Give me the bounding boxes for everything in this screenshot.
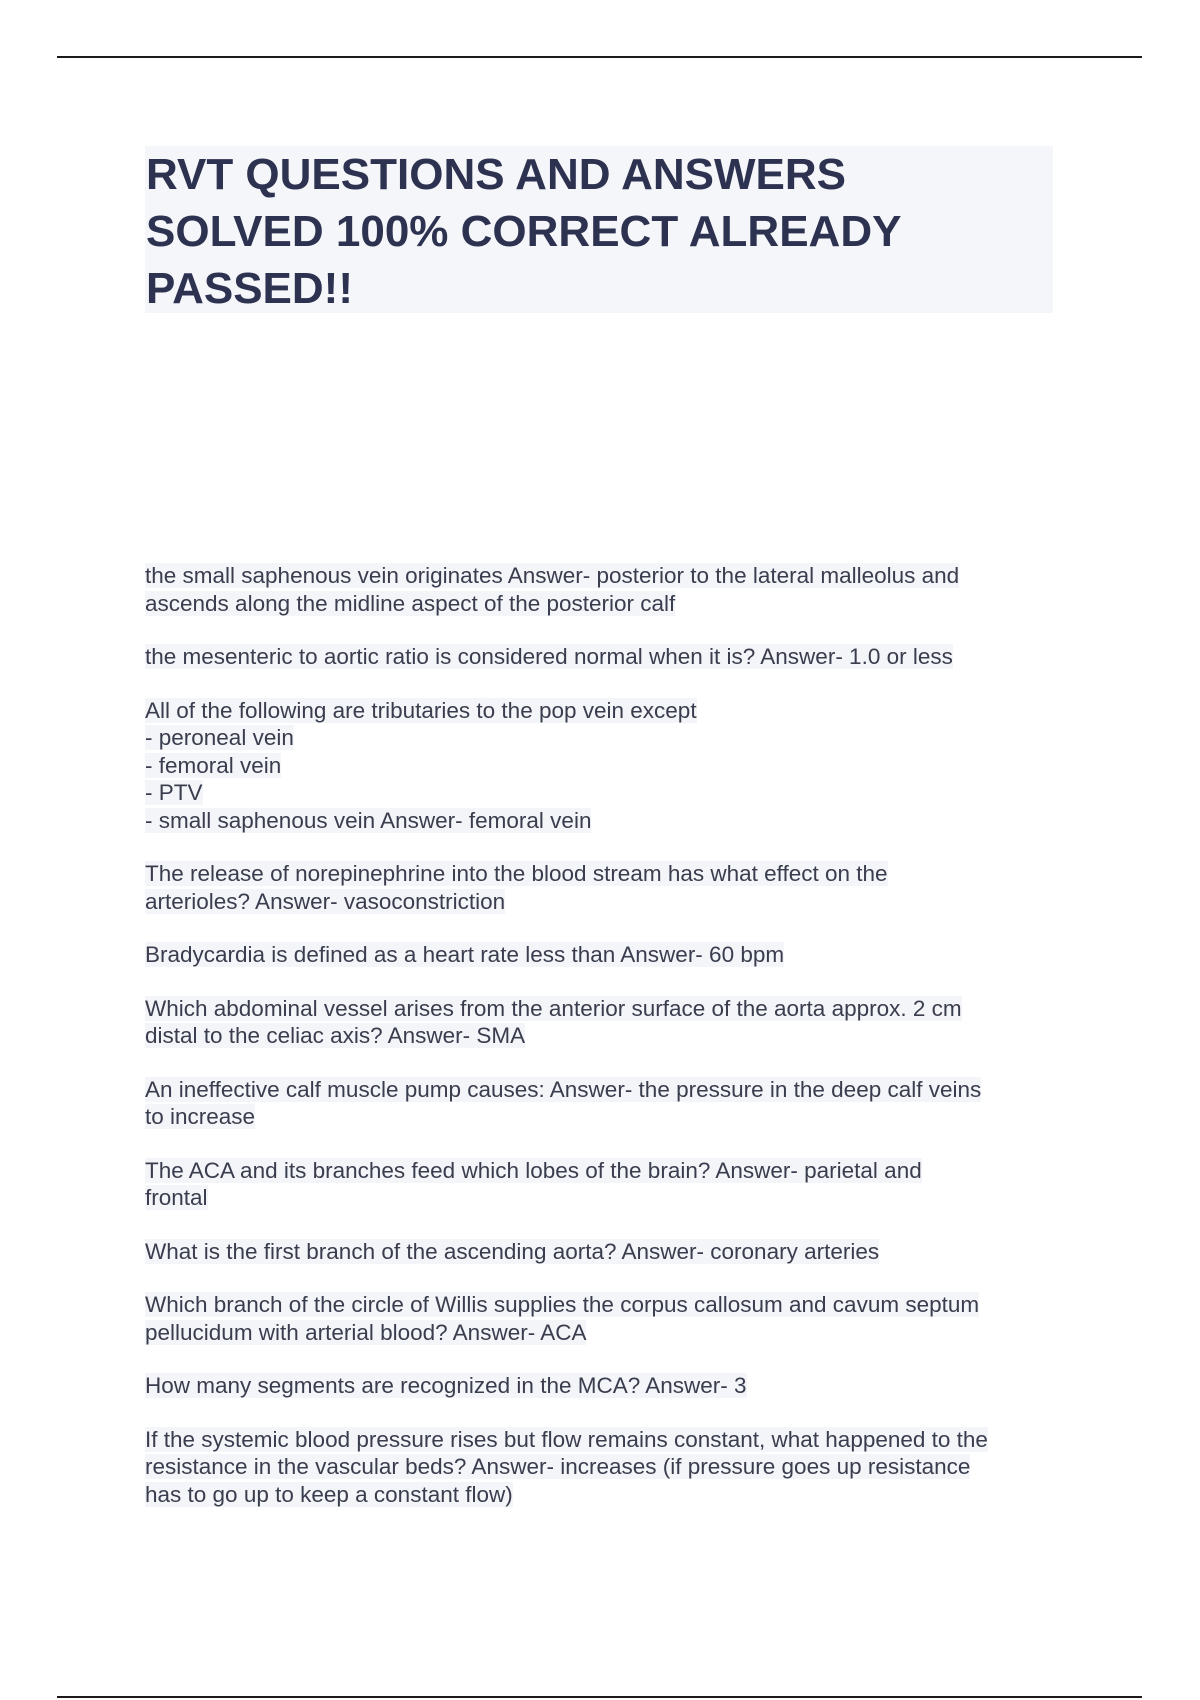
qa-item: An ineffective calf muscle pump causes: Answer- the pressure in the deep calf veins to increase — [145, 1076, 982, 1129]
qa-item: the mesenteric to aortic ratio is considered normal when it is? Answer- 1.0 or less — [145, 644, 953, 669]
bottom-rule — [57, 1696, 1142, 1698]
qa-item: What is the first branch of the ascending aorta? Answer- coronary arteries — [145, 1238, 880, 1264]
qa-item: All of the following are tributaries to the pop vein except - peroneal vein - femoral vein - PTV - small saphenous vein Answer- femoral vein — [145, 697, 697, 833]
qa-item: Which branch of the circle of Willis supplies the corpus callosum and cavum septum pellucidum with arterial blood? Answer- ACA — [145, 1292, 980, 1345]
qa-item: How many segments are recognized in the MCA? Answer- 3 — [145, 1373, 747, 1398]
page-title: RVT QUESTIONS AND ANSWERS SOLVED 100% CORRECT ALREADY PASSED!! — [146, 150, 902, 313]
title-block — [145, 146, 1053, 313]
top-rule — [57, 56, 1142, 58]
qa-item: Bradycardia is defined as a heart rate less than Answer- 60 bpm — [145, 942, 785, 967]
qa-item: the small saphenous vein originates Answer- posterior to the lateral malleolus and ascends along the midline aspect of the posterior calf — [145, 563, 960, 616]
qa-item: If the systemic blood pressure rises but flow remains constant, what happened to the resistance in the vascular beds? Answer- increases (if pressure goes up resistance has to go up to keep a constant flow) — [145, 1426, 988, 1507]
qa-item: Which abdominal vessel arises from the anterior surface of the aorta approx. 2 cm distal to the celiac axis? Answer- SMA — [145, 995, 962, 1048]
qa-list — [145, 562, 1065, 1534]
qa-item: The release of norepinephrine into the blood stream has what effect on the arterioles? Answer- vasoconstriction — [145, 861, 888, 914]
qa-item: The ACA and its branches feed which lobes of the brain? Answer- parietal and frontal — [145, 1157, 922, 1210]
